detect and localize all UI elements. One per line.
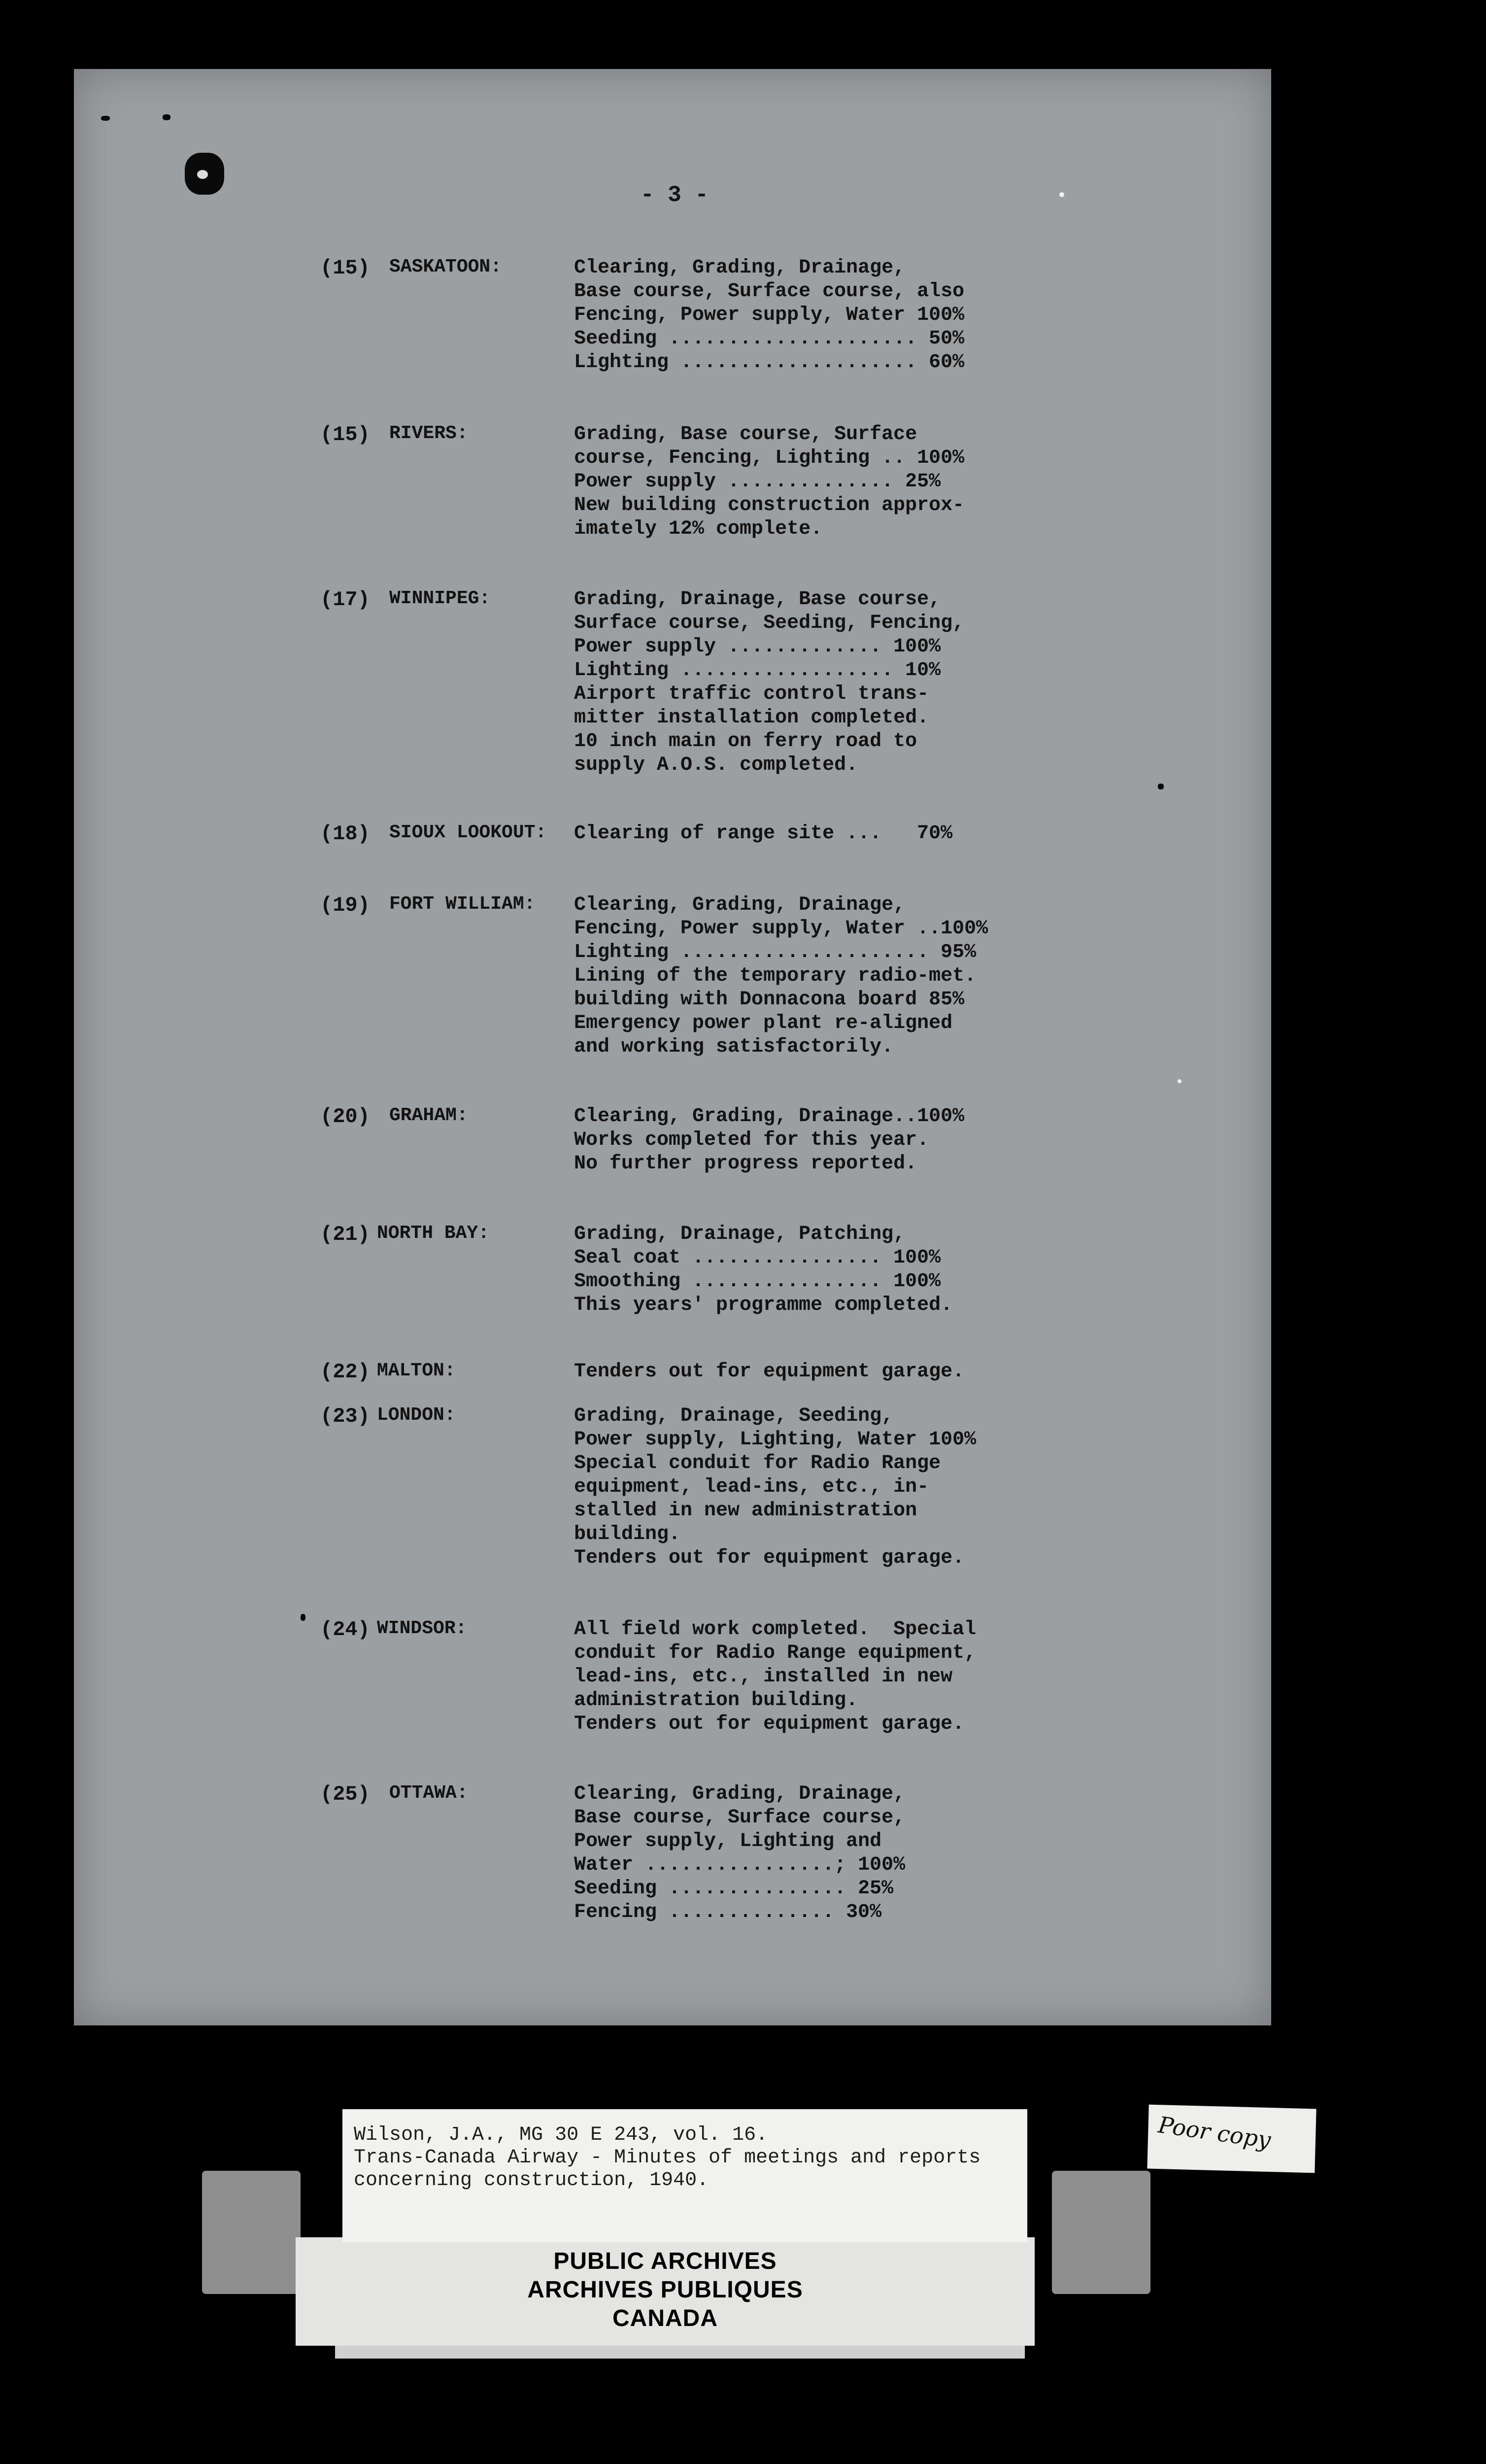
entry-number: (25) (320, 1782, 370, 1806)
entry-location: SASKATOON: (389, 256, 502, 277)
detail-line: Grading, Drainage, Base course, (574, 588, 941, 611)
paper-mark (1059, 192, 1064, 197)
ink-speck (301, 1614, 305, 1621)
detail-line: No further progress reported. (574, 1153, 917, 1175)
entry-number: (18) (320, 822, 370, 846)
detail-line: Emergency power plant re-aligned (574, 1012, 953, 1034)
detail-line: Surface course, Seeding, Fencing, (574, 612, 965, 634)
binder-clip-left (202, 2171, 301, 2294)
entry-number: (15) (320, 423, 370, 446)
entry-location: WINDSOR: (377, 1618, 467, 1639)
detail-line: Clearing of range site ... 70% (574, 822, 953, 845)
detail-line: course, Fencing, Lighting .. 100% (574, 447, 965, 469)
detail-line: Power supply, Lighting, Water 100% (574, 1429, 977, 1451)
page-number: - 3 - (641, 182, 709, 208)
label-line: Wilson, J.A., MG 30 E 243, vol. 16. (354, 2124, 768, 2146)
entry-location: RIVERS: (389, 423, 468, 444)
detail-line: building. (574, 1523, 681, 1545)
entry-number: (20) (320, 1105, 370, 1129)
detail-line: Grading, Drainage, Seeding, (574, 1405, 894, 1427)
entry-number: (19) (320, 893, 370, 917)
detail-line: Smoothing ................ 100% (574, 1270, 941, 1293)
entry-details (574, 1105, 1057, 1176)
detail-line: All field work completed. Special (574, 1618, 977, 1641)
detail-line: Lining of the temporary radio-met. (574, 965, 977, 987)
detail-line: Tenders out for equipment garage. (574, 1713, 965, 1735)
detail-line: equipment, lead-ins, etc., in- (574, 1476, 929, 1498)
ink-speck (101, 116, 110, 121)
detail-line: imately 12% complete. (574, 518, 823, 540)
detail-line: Fencing, Power supply, Water 100% (574, 304, 965, 326)
detail-line: Tenders out for equipment garage. (574, 1547, 965, 1569)
entry-details (574, 256, 1057, 375)
detail-line: Power supply ............. 100% (574, 636, 941, 658)
entry-number: (24) (320, 1618, 370, 1642)
ink-speck (163, 114, 170, 120)
entry-location: OTTAWA: (389, 1782, 468, 1804)
detail-line: mitter installation completed. (574, 707, 929, 729)
detail-line: Base course, Surface course, (574, 1807, 906, 1829)
binder-clip-right (1052, 2171, 1150, 2294)
detail-line: This years' programme completed. (574, 1294, 953, 1316)
entry-location: NORTH BAY: (377, 1223, 490, 1244)
detail-line: Base course, Surface course, also (574, 280, 965, 303)
detail-line: Grading, Drainage, Patching, (574, 1223, 906, 1245)
entry-details (574, 893, 1057, 1059)
detail-line: Tenders out for equipment garage. (574, 1361, 965, 1383)
detail-line: Grading, Base course, Surface (574, 423, 917, 445)
detail-line: building with Donnacona board 85% (574, 989, 965, 1011)
archives-stamp (296, 2247, 1035, 2333)
entry-details (574, 1223, 1057, 1317)
entry-location: WINNIPEG: (389, 588, 491, 609)
entry-location: MALTON: (377, 1360, 456, 1381)
entry-details (574, 1782, 1057, 1924)
detail-line: Lighting .................... 60% (574, 351, 965, 374)
entry-number: (22) (320, 1360, 370, 1384)
detail-line: Lighting .................. 10% (574, 659, 941, 682)
detail-line: Seeding ............... 25% (574, 1878, 894, 1900)
footer-strip (335, 2346, 1025, 2359)
detail-line: Fencing .............. 30% (574, 1901, 882, 1923)
detail-line: Works completed for this year. (574, 1129, 929, 1151)
entry-details (574, 1360, 1057, 1384)
detail-line: Clearing, Grading, Drainage, (574, 1783, 906, 1805)
detail-line: Lighting ..................... 95% (574, 941, 977, 963)
detail-line: and working satisfactorily. (574, 1036, 894, 1058)
detail-line: Water ................; 100% (574, 1854, 906, 1876)
detail-line: Seeding ..................... 50% (574, 328, 965, 350)
entry-number: (23) (320, 1404, 370, 1428)
detail-line: Clearing, Grading, Drainage..100% (574, 1105, 965, 1128)
stamp-line: PUBLIC ARCHIVES (553, 2248, 777, 2274)
detail-line: supply A.O.S. completed. (574, 754, 858, 776)
handwritten-note: Poor copy (1156, 2111, 1273, 2154)
entry-details (574, 1618, 1057, 1736)
entry-details (574, 423, 1057, 541)
entry-location: GRAHAM: (389, 1105, 468, 1126)
detail-line: 10 inch main on ferry road to (574, 730, 917, 753)
detail-line: Clearing, Grading, Drainage, (574, 894, 906, 916)
detail-line: lead-ins, etc., installed in new (574, 1666, 953, 1688)
paper-mark (1178, 1079, 1182, 1083)
entry-location: SIOUX LOOKOUT: (389, 822, 547, 843)
entry-number: (17) (320, 588, 370, 612)
entry-details (574, 822, 1057, 846)
entry-location: FORT WILLIAM: (389, 893, 536, 915)
detail-line: conduit for Radio Range equipment, (574, 1642, 977, 1664)
entry-location: LONDON: (377, 1404, 456, 1426)
entry-number: (15) (320, 256, 370, 280)
entry-details (574, 588, 1057, 777)
archive-label-text (354, 2124, 1019, 2192)
label-line: Trans-Canada Airway - Minutes of meetings and reports (354, 2147, 981, 2169)
detail-line: Power supply .............. 25% (574, 471, 941, 493)
detail-line: Fencing, Power supply, Water ..100% (574, 918, 988, 940)
detail-line: stalled in new administration (574, 1500, 917, 1522)
detail-line: administration building. (574, 1689, 858, 1711)
detail-line: Special conduit for Radio Range (574, 1452, 941, 1474)
detail-line: Power supply, Lighting and (574, 1830, 882, 1852)
detail-line: Airport traffic control trans- (574, 683, 929, 705)
detail-line: Clearing, Grading, Drainage, (574, 257, 906, 279)
detail-line: Seal coat ................ 100% (574, 1247, 941, 1269)
label-line: concerning construction, 1940. (354, 2169, 709, 2191)
hole-punch (197, 170, 208, 179)
detail-line: New building construction approx- (574, 494, 965, 516)
entry-number: (21) (320, 1223, 370, 1246)
entry-details (574, 1404, 1057, 1570)
stamp-line: ARCHIVES PUBLIQUES (527, 2277, 803, 2303)
ink-speck (1158, 784, 1164, 789)
stamp-line: CANADA (612, 2305, 718, 2331)
